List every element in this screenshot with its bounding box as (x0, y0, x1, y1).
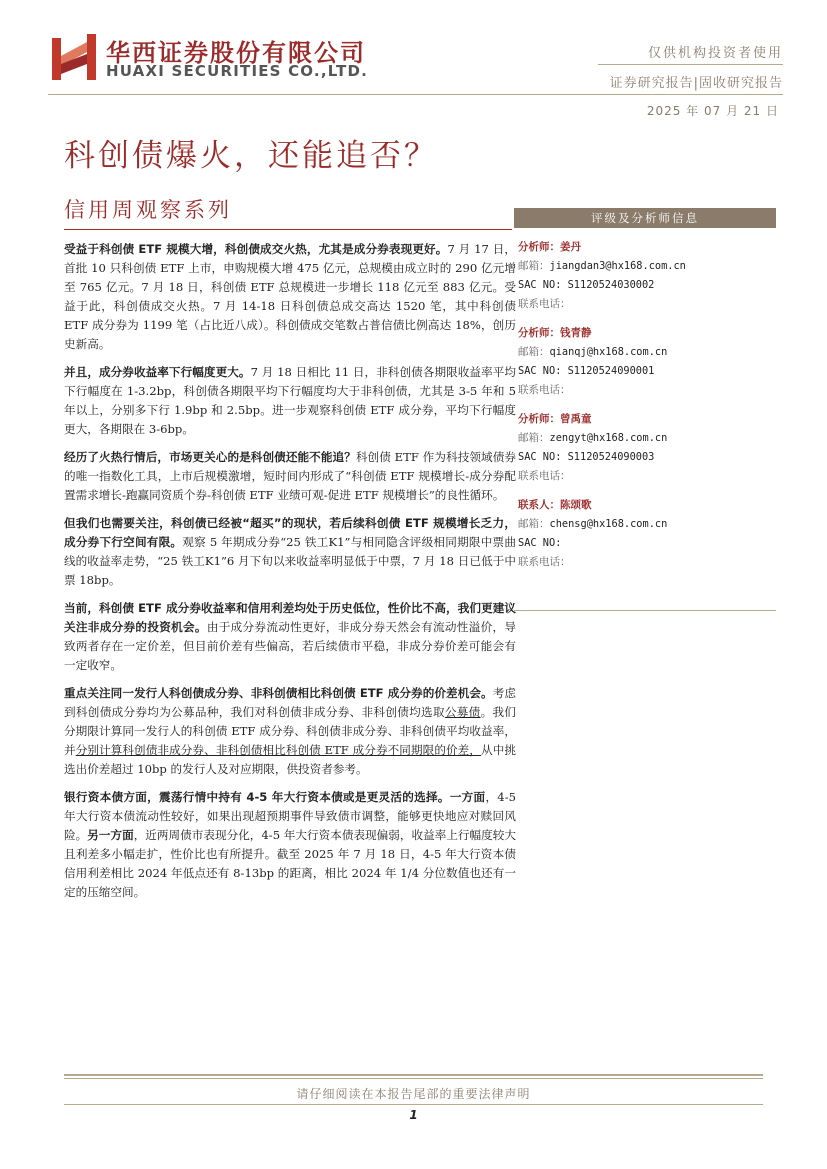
analyst-name: 曾禹童 (560, 413, 592, 425)
contact-role: 联系人： (518, 499, 560, 511)
title-underline (64, 229, 512, 230)
paragraph-text: 从中挑选出价差超过 10bp 的发行人及对应期限，供投资者参考。 (64, 743, 516, 776)
paragraph (64, 363, 516, 439)
company-name-cn: 华西证券股份有限公司 (106, 38, 366, 67)
paragraph-lead: 银行资本债方面，震荡行情中持有 4-5 年大行资本债或是更灵活的选择。 (64, 790, 450, 804)
paragraph-lead: 重点关注同一发行人科创债成分券、非科创债相比科创债 ETF 成分券的价差机会。 (64, 686, 493, 700)
analyst-card (514, 400, 776, 486)
analyst-email[interactable]: qianqj@hx168.com.cn (549, 346, 668, 358)
analyst-role: 分析师： (518, 413, 560, 425)
header-divider (598, 64, 783, 65)
analyst-role: 分析师： (518, 241, 560, 253)
report-body (64, 240, 516, 911)
paragraph (64, 514, 516, 590)
paragraph-text: 观察 5 年期成分券“25 铁工K1”与相同隐含评级相同期限中票曲线的收益率走势，“25 铁工K1”6 月下旬以来收益率明显低于中票，7 月 18 日已低于中票 18bp。 (64, 535, 516, 587)
report-type-label: 证券研究报告|固收研究报告 (609, 76, 783, 91)
sac-number: SAC NO: S1120524030002 (518, 279, 655, 291)
analyst-email[interactable]: jiangdan3@hx168.com.cn (549, 260, 686, 272)
sidebar-divider (514, 610, 776, 611)
paragraph-text: 由于成分券流动性更好，非成分券天然会有流动性溢价，导致两者存在一定价差，但目前价差有些偏高，若后续债市平稳，非成分券价差可能会有一定收窄。 (64, 620, 516, 672)
phone-label: 联系电话： (518, 298, 571, 310)
page-number: 1 (409, 1108, 418, 1122)
analyst-name: 姜丹 (560, 241, 581, 253)
analyst-email[interactable]: zengyt@hx168.com.cn (549, 432, 668, 444)
paragraph-lead: 另一方面 (87, 828, 134, 842)
email-label: 邮箱： (518, 260, 550, 272)
page-title: 科创债爆火，还能追否？ (64, 138, 438, 174)
contact-card (514, 486, 776, 572)
paragraph-lead: 一方面 (449, 790, 486, 804)
paragraph-lead: 但我们也需要关注，科创债已经被“超买”的现状，若后续科创债 ETF 规模增长乏力，成分券下行空间有限。 (64, 516, 516, 549)
footer-divider (64, 1074, 763, 1076)
footer-divider (64, 1104, 763, 1105)
paragraph-text: 考虑到科创债成分券均为公募品种，我们对科创债非成分券、非科创债均选取 (64, 686, 516, 719)
phone-label: 联系电话： (518, 470, 571, 482)
paragraph-text: 7 月 17 日，首批 10 只科创债 ETF 上市，申购规模大增 475 亿元，总规模由成立时的 290 亿元增至 765 亿元。7 月 18 日，科创债 ETF 总规模进一步增长 118 亿元至 883 亿元。受益于此，科创债成交火热。7 月 14-18 日科创债总成交高达 1520 笔，其中科创债 ETF 成分券为 1199 笔（占比近八成）。科创债成交笔数占普信债比例高达 18%，创历史新高。 (64, 242, 516, 351)
paragraph (64, 788, 516, 902)
series-title: 信用周观察系列 (64, 198, 232, 222)
paragraph-lead: 受益于科创债 ETF 规模大增，科创债成交火热，尤其是成分券表现更好。 (64, 242, 448, 256)
paragraph (64, 240, 516, 354)
analyst-name: 钱青静 (560, 327, 592, 339)
analyst-role: 分析师： (518, 327, 560, 339)
report-date: 2025 年 07 月 21 日 (646, 104, 779, 118)
paragraph (64, 599, 516, 675)
analyst-card (514, 314, 776, 400)
paragraph-text: 7 月 18 日相比 11 日，非科创债各期限收益率平均下行幅度在 1-3.2bp，科创债各期限平均下行幅度均大于非科创债，尤其是 3-5 年和 5 年以上，分别多下行 1.9bp 和 2.5bp。进一步观察科创债 ETF 成分券，平均下行幅度更大，各期限在 3-6bp。 (64, 365, 516, 436)
sac-number: SAC NO: S1120524090003 (518, 451, 655, 463)
paragraph-text: ，近两周债市表现分化，4-5 年大行资本债表现偏弱，收益率上行幅度较大且利差多小幅走扩，性价比也有所提升。截至 2025 年 7 月 18 日，4-5 年大行资本债信用利差相比 2024 年低点还有 8-13bp 的距离，相比 2024 年 1/4 分位数值也还有一定的压缩空间。 (64, 828, 516, 899)
phone-label: 联系电话： (518, 384, 571, 396)
huaxi-logo-icon (52, 34, 96, 80)
paragraph-text: 。我们分期限计算同一发行人的科创债 ETF 成分券、科创债非成分券、非科创债平均收益率，并 (64, 705, 516, 757)
paragraph (64, 448, 516, 505)
paragraph-lead: 并且，成分券收益率下行幅度更大。 (64, 365, 251, 379)
sac-number: SAC NO: (518, 537, 562, 549)
contact-email[interactable]: chensg@hx168.com.cn (549, 518, 668, 530)
footer-divider (64, 1078, 763, 1079)
paragraph-text: ，4-5 年大行资本债流动性较好，如果出现超预期事件导致债市调整，能够更快地应对赎回风险。 (64, 790, 516, 842)
analyst-info-panel (514, 208, 776, 572)
email-label: 邮箱： (518, 518, 550, 530)
analyst-card (514, 228, 776, 314)
contact-name: 陈颂歌 (560, 499, 592, 511)
paragraph-lead: 当前，科创债 ETF 成分券收益率和信用利差均处于历史低位，性价比不高，我们更建议关注非成分券的投资机会。 (64, 601, 516, 634)
underlined-text: 分别计算科创债非成分券、非科创债相比科创债 ETF 成分券不同期限的价差， (75, 743, 482, 757)
email-label: 邮箱： (518, 346, 550, 358)
paragraph-text: 科创债 ETF 作为科技领域债券的唯一指数化工具，上市后规模激增，短时间内形成了“科创债 ETF 规模增长-成分券配置需求增长-跑赢同资质个券-科创债 ETF 业绩可观-促进 ETF 规模增长”的良性循环。 (64, 450, 516, 502)
legal-notice: 请仔细阅读在本报告尾部的重要法律声明 (296, 1087, 531, 1101)
paragraph-lead: 经历了火热行情后，市场更关心的是科创债还能不能追？ (64, 450, 356, 464)
underlined-text: 公募债 (444, 705, 481, 719)
company-name-en: HUAXI SECURITIES CO.,LTD. (106, 62, 368, 80)
analyst-info-heading: 评级及分析师信息 (514, 208, 776, 228)
email-label: 邮箱： (518, 432, 550, 444)
header-divider (48, 94, 783, 95)
audience-label: 仅供机构投资者使用 (647, 46, 783, 61)
phone-label: 联系电话： (518, 556, 571, 568)
sac-number: SAC NO: S1120524090001 (518, 365, 655, 377)
paragraph (64, 684, 516, 779)
